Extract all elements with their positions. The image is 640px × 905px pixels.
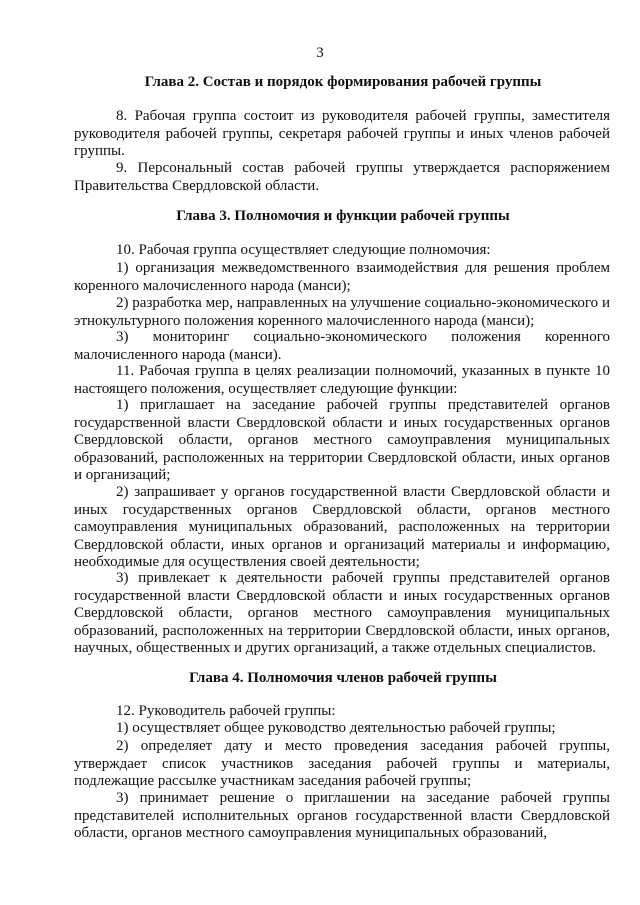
- paragraph-12: 12. Руководитель рабочей группы:: [116, 703, 336, 719]
- chapter-4-title: Глава 4. Полномочия членов рабочей группы: [189, 670, 497, 686]
- chapter-2-title: Глава 2. Состав и порядок формирования рабочей группы: [144, 74, 542, 90]
- paragraph-11-item-3: 3) привлекает к деятельности рабочей группы представителей органов государственной власти Свердловской области и иных государственных органов Свердловской области, органов местного самоуправления муниципальных образований, расположенных на территории Свердловской области, иных органов, научных, общественных и других организаций, а также отдельных специалистов.: [74, 570, 610, 656]
- chapter-3-title: Глава 3. Полномочия и функции рабочей группы: [176, 208, 510, 224]
- paragraph-11: 11. Рабочая группа в целях реализации полномочий, указанных в пункте 10 настоящего положения, осуществляет следующие функции:: [74, 363, 610, 397]
- paragraph-8: 8. Рабочая группа состоит из руководителя рабочей группы, заместителя руководителя рабочей группы, секретаря рабочей группы и иных членов рабочей группы.: [74, 108, 610, 159]
- paragraph-11-item-1: 1) приглашает на заседание рабочей группы представителей органов государственной власти Свердловской области и иных государственных органов Свердловской области, органов местного самоуправления муниципальных образований, расположенных на территории Свердловской области, иных органов и организаций;: [74, 397, 610, 483]
- paragraph-10: 10. Рабочая группа осуществляет следующие полномочия:: [116, 242, 491, 258]
- paragraph-11-item-2: 2) запрашивает у органов государственной власти Свердловской области и иных государственных органов Свердловской области, органов местного самоуправления муниципальных образований, расположенных на территории Свердловской области, иных органов и организаций материалы и информацию, необходимые для осуществления своей деятельности;: [74, 484, 610, 570]
- paragraph-9: 9. Персональный состав рабочей группы утверждается распоряжением Правительства Свердловской области.: [74, 160, 610, 194]
- page-number: 3: [316, 45, 324, 61]
- paragraph-12-item-3: 3) принимает решение о приглашении на заседание рабочей группы представителей исполнительных органов государственной власти Свердловской области, органов местного самоуправления муниципальных образований,: [74, 790, 610, 841]
- paragraph-10-item-1: 1) организация межведомственного взаимодействия для решения проблем коренного малочисленного народа (манси);: [74, 260, 610, 294]
- paragraph-12-item-2: 2) определяет дату и место проведения заседания рабочей группы, утверждает список участников заседания рабочей группы и материалы, подлежащие рассылке участникам заседания рабочей группы;: [74, 738, 610, 789]
- paragraph-10-item-3: 3) мониторинг социально-экономического положения коренного малочисленного народа (манси).: [74, 329, 610, 363]
- paragraph-12-item-1: 1) осуществляет общее руководство деятельностью рабочей группы;: [116, 720, 556, 736]
- paragraph-10-item-2: 2) разработка мер, направленных на улучшение социально-экономического и этнокультурного положения коренного малочисленного народа (манси);: [74, 295, 610, 329]
